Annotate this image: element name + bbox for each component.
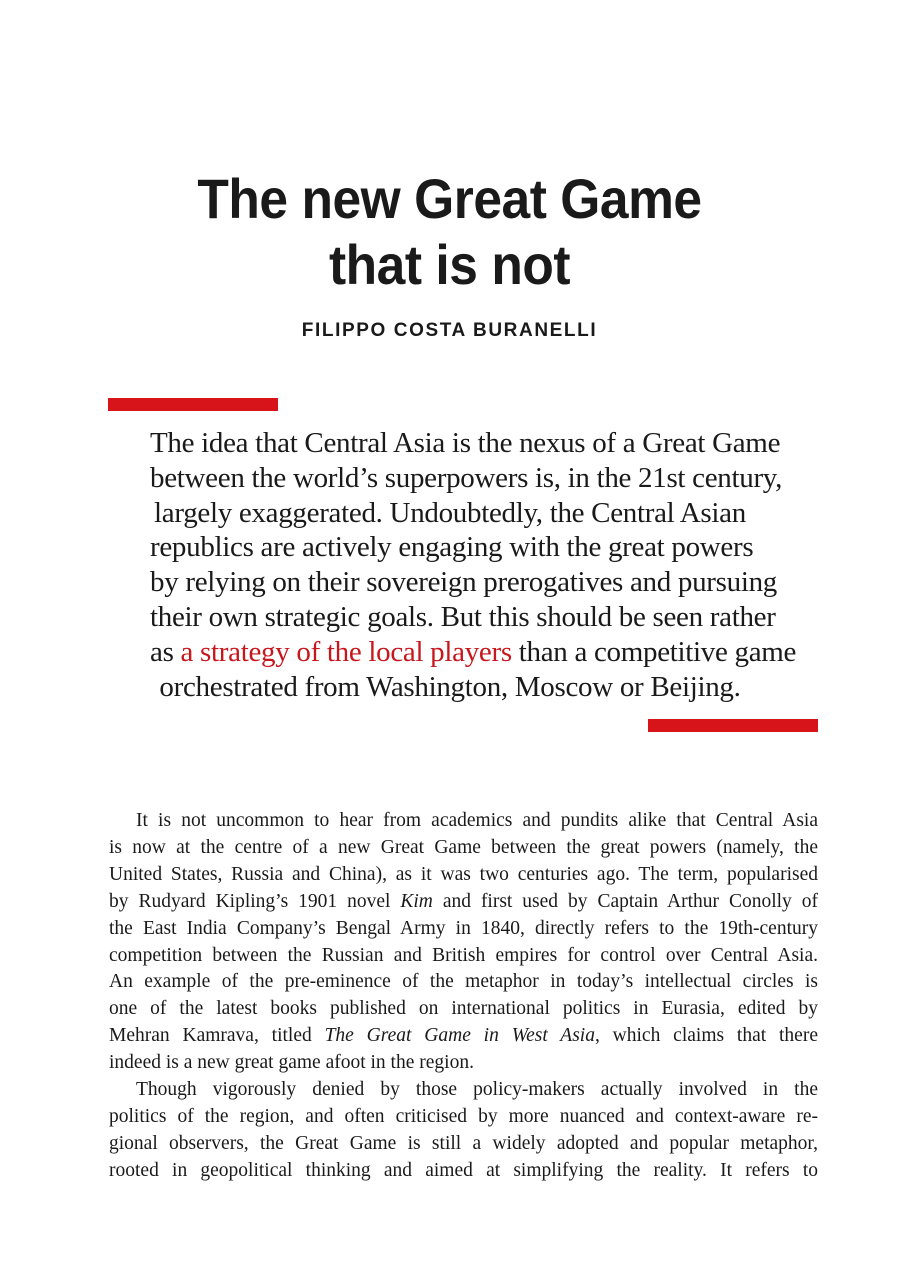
body-line bbox=[109, 1023, 818, 1050]
body-line: United States, Russia and China), as it was two centuries ago. The term, popularised bbox=[109, 863, 818, 885]
body-line: the East India Company’s Bengal Army in 1840, directly refers to the 19th-century bbox=[109, 917, 818, 939]
article-title bbox=[36, 166, 863, 298]
body-line: competition between the Russian and British empires for control over Central Asia. bbox=[109, 944, 818, 966]
body-line: indeed is a new great game afoot in the region. bbox=[109, 1052, 474, 1074]
abstract-line: largely exaggerated. Undoubtedly, the Central Asian bbox=[154, 496, 746, 529]
body-text: by Rudyard Kipling’s 1901 novel bbox=[109, 890, 401, 912]
abstract-line bbox=[150, 635, 797, 670]
body-text: , which claims that there bbox=[594, 1025, 818, 1047]
abstract-text: as bbox=[150, 635, 181, 668]
abstract-line: The idea that Central Asia is the nexus of a Great Game bbox=[150, 427, 781, 459]
abstract-line: orchestrated from Washington, Moscow or Beijing. bbox=[159, 670, 741, 703]
body-line: rooted in geopolitical thinking and aimed at simplifying the reality. It refers to bbox=[109, 1159, 818, 1181]
body-line: gional observers, the Great Game is still a widely adopted and popular metaphor, bbox=[109, 1132, 818, 1154]
abstract-line: by relying on their sovereign prerogatives and pursuing bbox=[150, 566, 777, 599]
abstract-highlight: a strategy of the local players bbox=[180, 635, 512, 668]
author-byline: FILIPPO COSTA BURANELLI bbox=[301, 320, 598, 341]
book-title-great-game: The Great Game in West Asia bbox=[324, 1025, 595, 1047]
abstract-text: than a competitive game bbox=[511, 635, 797, 668]
body-line: Though vigorously denied by those policy-makers actually involved in the bbox=[136, 1079, 818, 1101]
abstract-line: their own strategic goals. But this should be seen rather bbox=[150, 600, 776, 633]
title-line-2: that is not bbox=[328, 232, 571, 296]
body-line: An example of the pre-eminence of the metaphor in today’s intellectual circles is bbox=[109, 971, 818, 993]
body-text: Mehran Kamrava, titled bbox=[109, 1025, 325, 1047]
article-body bbox=[109, 808, 818, 1185]
abstract-line: between the world’s superpowers is, in the 21st century, bbox=[150, 461, 783, 494]
body-line bbox=[109, 889, 818, 916]
title-line-1: The new Great Game bbox=[197, 166, 702, 230]
book-title-kim: Kim bbox=[400, 890, 433, 912]
abstract-line: republics are actively engaging with the great powers bbox=[150, 531, 754, 564]
body-line: is now at the centre of a new Great Game between the great powers (namely, the bbox=[109, 836, 818, 858]
body-line: politics of the region, and often criticised by more nuanced and context-aware re- bbox=[109, 1105, 818, 1127]
body-line: It is not uncommon to hear from academics and pundits alike that Central Asia bbox=[136, 810, 818, 831]
accent-bar-top bbox=[108, 398, 278, 411]
abstract-standfirst bbox=[150, 426, 797, 704]
body-line: one of the latest books published on international politics in Eurasia, edited by bbox=[109, 998, 818, 1020]
accent-bar-bottom bbox=[648, 719, 818, 732]
body-text: and first used by Captain Arthur Conolly of bbox=[432, 890, 818, 912]
